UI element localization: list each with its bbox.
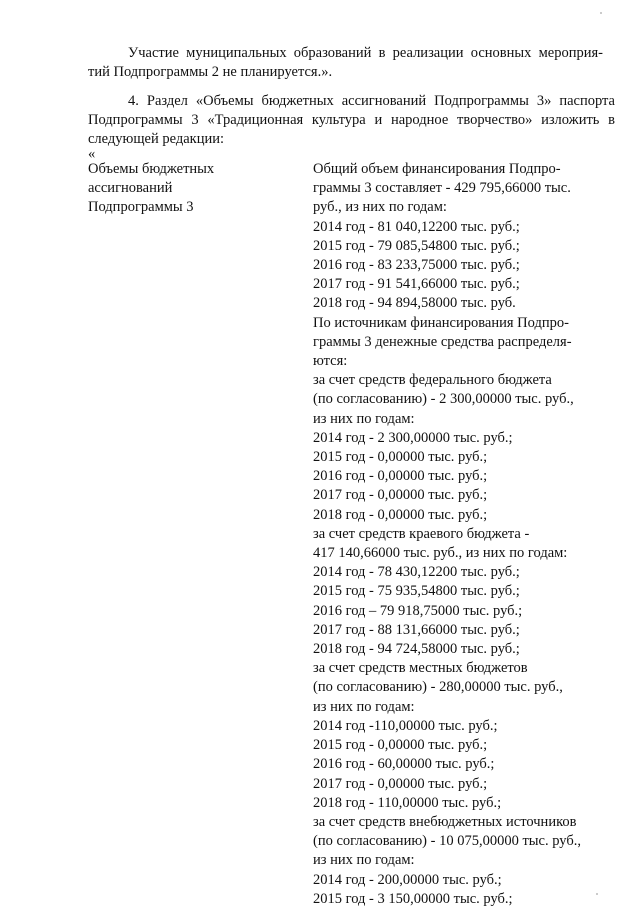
right-column-line: за счет средств краевого бюджета - [313, 525, 530, 542]
right-column-line: за счет средств федерального бюджета [313, 372, 552, 389]
scan-speck [600, 12, 602, 14]
right-column-line: ются: [313, 353, 348, 370]
right-column-line: граммы 3 составляет - 429 795,66000 тыс. [313, 180, 571, 197]
right-column-line: из них по годам: [313, 698, 415, 715]
right-column-line: 2016 год - 60,00000 тыс. руб.; [313, 756, 495, 773]
right-column-line: 2018 год - 94 724,58000 тыс. руб.; [313, 641, 520, 658]
right-column-line: (по согласованию) - 10 075,00000 тыс. руб., [313, 833, 581, 850]
left-column-line: Объемы бюджетных [88, 161, 215, 177]
right-column-line: 2018 год - 0,00000 тыс. руб.; [313, 506, 488, 523]
right-column-line: граммы 3 денежные средства распределя- [313, 333, 572, 350]
right-column-line: 2017 год - 91 541,66000 тыс. руб.; [313, 276, 520, 293]
right-column-line: руб., из них по годам: [313, 199, 447, 216]
right-column-line: 417 140,66000 тыс. руб., из них по годам: [313, 545, 568, 562]
right-column-line: 2017 год - 88 131,66000 тыс. руб.; [313, 621, 520, 638]
paragraph-line: Участие муниципальных образований в реализации основных мероприя- [128, 45, 603, 61]
right-column-line: 2016 год – 79 918,75000 тыс. руб.; [313, 602, 523, 619]
right-column-line: 2015 год - 0,00000 тыс. руб.; [313, 449, 488, 466]
right-column-line: из них по годам: [313, 852, 415, 869]
right-column-line: (по согласованию) - 280,00000 тыс. руб., [313, 679, 563, 696]
right-column-line: 2018 год - 110,00000 тыс. руб.; [313, 794, 502, 811]
right-column-line: 2016 год - 0,00000 тыс. руб.; [313, 468, 488, 485]
right-column-line: из них по годам: [313, 410, 415, 427]
paragraph-line: тий Подпрограммы 2 не планируется.». [88, 64, 333, 80]
passport-left-column [88, 160, 288, 218]
right-column-line: за счет средств местных бюджетов [313, 660, 528, 677]
paragraph-line: следующей редакции: [88, 131, 225, 147]
right-column-line: за счет средств внебюджетных источников [313, 813, 577, 830]
right-column-line: 2018 год - 94 894,58000 тыс. руб. [313, 295, 516, 312]
right-column-line: 2016 год - 83 233,75000 тыс. руб.; [313, 257, 520, 274]
opening-quote-mark: « [88, 146, 96, 162]
right-column-line: 2015 год - 3 150,00000 тыс. руб.; [313, 890, 513, 907]
right-column-line: 2017 год - 0,00000 тыс. руб.; [313, 775, 488, 792]
right-column-line: 2014 год - 78 430,12200 тыс. руб.; [313, 564, 520, 581]
right-column-line: 2015 год - 0,00000 тыс. руб.; [313, 737, 488, 754]
right-column-line: 2014 год -110,00000 тыс. руб.; [313, 717, 498, 734]
paragraph-section-4 [88, 92, 615, 149]
right-column-line: 2014 год - 2 300,00000 тыс. руб.; [313, 429, 513, 446]
passport-right-column [313, 160, 613, 909]
left-column-line: Подпрограммы 3 [88, 199, 194, 216]
right-column-line: 2015 год - 79 085,54800 тыс. руб.; [313, 237, 520, 254]
right-column-line: 2014 год - 200,00000 тыс. руб.; [313, 871, 502, 888]
paragraph-municipal-participation [88, 44, 603, 82]
right-column-line: По источникам финансирования Подпро- [313, 314, 569, 331]
right-column-line: 2014 год - 81 040,12200 тыс. руб.; [313, 218, 520, 235]
right-column-line: 2015 год - 75 935,54800 тыс. руб.; [313, 583, 520, 600]
left-column-line: ассигнований [88, 180, 173, 197]
paragraph-line: 4. Раздел «Объемы бюджетных ассигнований Подпрограммы 3» паспорта [128, 93, 615, 109]
right-column-line: Общий объем финансирования Подпро- [313, 161, 561, 177]
paragraph-line: Подпрограммы 3 «Традиционная культура и народное творчество» изложить в [88, 112, 615, 128]
scan-speck [596, 893, 598, 895]
right-column-line: 2017 год - 0,00000 тыс. руб.; [313, 487, 488, 504]
right-column-line: (по согласованию) - 2 300,00000 тыс. руб., [313, 391, 574, 408]
